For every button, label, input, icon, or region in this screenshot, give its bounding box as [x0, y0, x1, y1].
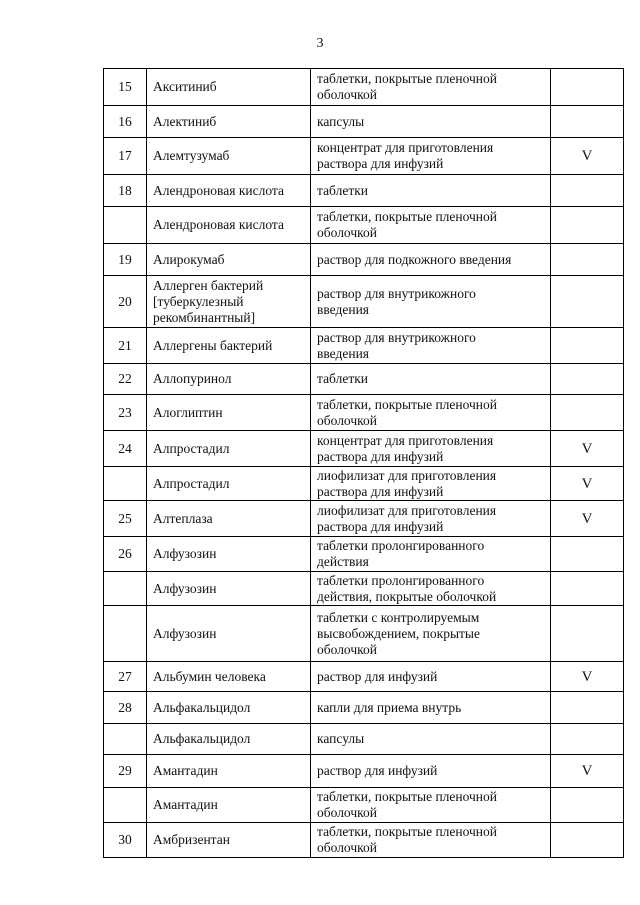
drug-name-cell: Амантадин: [147, 788, 311, 823]
page-number: 3: [316, 36, 324, 51]
dosage-form-cell: лиофилизат для приготовления раствора для инфузий: [311, 501, 551, 537]
table-row: [104, 175, 624, 207]
vital-mark-cell: V: [551, 138, 624, 175]
table-row: [104, 207, 624, 244]
row-number-cell: [104, 572, 147, 606]
dosage-form-cell: капсулы: [311, 724, 551, 755]
table-row: [104, 606, 624, 662]
drug-name-cell: Алендроновая кислота: [147, 175, 311, 207]
drug-name-cell: Амантадин: [147, 755, 311, 788]
drug-name-cell: Алирокумаб: [147, 244, 311, 276]
row-number-cell: 25: [104, 501, 147, 537]
vital-mark-cell: [551, 395, 624, 431]
dosage-form-cell: таблетки с контролируемым высвобождением, покрытые оболочкой: [311, 606, 551, 662]
row-number-cell: 24: [104, 431, 147, 467]
drug-name-cell: Алпростадил: [147, 431, 311, 467]
table-row: [104, 692, 624, 724]
vital-mark-cell: [551, 724, 624, 755]
table-row: [104, 467, 624, 501]
table-row: [104, 755, 624, 788]
table-row: [104, 364, 624, 395]
dosage-form-cell: таблетки пролонгированного действия: [311, 537, 551, 572]
dosage-form-cell: таблетки: [311, 364, 551, 395]
drug-name-cell: Алфузозин: [147, 572, 311, 606]
dosage-form-cell: капли для приема внутрь: [311, 692, 551, 724]
row-number-cell: [104, 467, 147, 501]
table-row: [104, 106, 624, 138]
dosage-form-cell: раствор для внутрикожного введения: [311, 328, 551, 364]
vital-mark-cell: [551, 692, 624, 724]
row-number-cell: [104, 207, 147, 244]
drug-name-cell: Алоглиптин: [147, 395, 311, 431]
row-number-cell: 30: [104, 823, 147, 858]
row-number-cell: 15: [104, 69, 147, 106]
table-row: [104, 788, 624, 823]
dosage-form-cell: концентрат для приготовления раствора для инфузий: [311, 138, 551, 175]
drug-name-cell: Алемтузумаб: [147, 138, 311, 175]
dosage-form-cell: таблетки, покрытые пленочной оболочкой: [311, 207, 551, 244]
drug-name-cell: Алпростадил: [147, 467, 311, 501]
row-number-cell: 28: [104, 692, 147, 724]
dosage-form-cell: таблетки, покрытые пленочной оболочкой: [311, 69, 551, 106]
drug-name-cell: Алфузозин: [147, 537, 311, 572]
dosage-form-cell: раствор для инфузий: [311, 662, 551, 692]
dosage-form-cell: раствор для подкожного введения: [311, 244, 551, 276]
dosage-form-cell: таблетки пролонгированного действия, покрытые оболочкой: [311, 572, 551, 606]
drug-name-cell: Аллерген бактерий [туберкулезный рекомбинантный]: [147, 276, 311, 328]
table-row: [104, 138, 624, 175]
vital-mark-cell: [551, 207, 624, 244]
dosage-form-cell: таблетки, покрытые пленочной оболочкой: [311, 788, 551, 823]
row-number-cell: [104, 788, 147, 823]
vital-mark-cell: V: [551, 431, 624, 467]
vital-mark-cell: [551, 788, 624, 823]
vital-mark-cell: [551, 328, 624, 364]
drug-table-body: [104, 69, 624, 858]
table-row: [104, 431, 624, 467]
dosage-form-cell: таблетки, покрытые пленочной оболочкой: [311, 823, 551, 858]
drug-name-cell: Алтеплаза: [147, 501, 311, 537]
dosage-form-cell: концентрат для приготовления раствора для инфузий: [311, 431, 551, 467]
vital-mark-cell: [551, 606, 624, 662]
drug-name-cell: Альбумин человека: [147, 662, 311, 692]
dosage-form-cell: раствор для инфузий: [311, 755, 551, 788]
vital-mark-cell: [551, 276, 624, 328]
row-number-cell: 20: [104, 276, 147, 328]
vital-mark-cell: [551, 244, 624, 276]
table-row: [104, 244, 624, 276]
table-row: [104, 328, 624, 364]
row-number-cell: 29: [104, 755, 147, 788]
row-number-cell: 17: [104, 138, 147, 175]
vital-mark-cell: [551, 537, 624, 572]
drug-name-cell: Аллопуринол: [147, 364, 311, 395]
vital-mark-cell: V: [551, 662, 624, 692]
table-row: [104, 276, 624, 328]
drug-name-cell: Альфакальцидол: [147, 724, 311, 755]
dosage-form-cell: раствор для внутрикожного введения: [311, 276, 551, 328]
vital-mark-cell: V: [551, 467, 624, 501]
table-row: [104, 69, 624, 106]
row-number-cell: 27: [104, 662, 147, 692]
table-row: [104, 662, 624, 692]
vital-mark-cell: [551, 69, 624, 106]
table-row: [104, 724, 624, 755]
table-row: [104, 823, 624, 858]
table-row: [104, 501, 624, 537]
drug-name-cell: Альфакальцидол: [147, 692, 311, 724]
row-number-cell: 19: [104, 244, 147, 276]
dosage-form-cell: таблетки: [311, 175, 551, 207]
vital-mark-cell: V: [551, 501, 624, 537]
row-number-cell: 23: [104, 395, 147, 431]
vital-mark-cell: V: [551, 755, 624, 788]
vital-mark-cell: [551, 106, 624, 138]
vital-mark-cell: [551, 364, 624, 395]
vital-mark-cell: [551, 572, 624, 606]
table-row: [104, 395, 624, 431]
drug-name-cell: Акситиниб: [147, 69, 311, 106]
row-number-cell: 21: [104, 328, 147, 364]
dosage-form-cell: таблетки, покрытые пленочной оболочкой: [311, 395, 551, 431]
table-row: [104, 572, 624, 606]
drug-name-cell: Алендроновая кислота: [147, 207, 311, 244]
row-number-cell: [104, 724, 147, 755]
drug-table: [103, 68, 624, 858]
row-number-cell: 16: [104, 106, 147, 138]
vital-mark-cell: [551, 175, 624, 207]
row-number-cell: 18: [104, 175, 147, 207]
row-number-cell: 22: [104, 364, 147, 395]
table-row: [104, 537, 624, 572]
row-number-cell: 26: [104, 537, 147, 572]
vital-mark-cell: [551, 823, 624, 858]
drug-name-cell: Алектиниб: [147, 106, 311, 138]
dosage-form-cell: лиофилизат для приготовления раствора для инфузий: [311, 467, 551, 501]
drug-name-cell: Алфузозин: [147, 606, 311, 662]
drug-name-cell: Амбризентан: [147, 823, 311, 858]
row-number-cell: [104, 606, 147, 662]
drug-name-cell: Аллергены бактерий: [147, 328, 311, 364]
dosage-form-cell: капсулы: [311, 106, 551, 138]
